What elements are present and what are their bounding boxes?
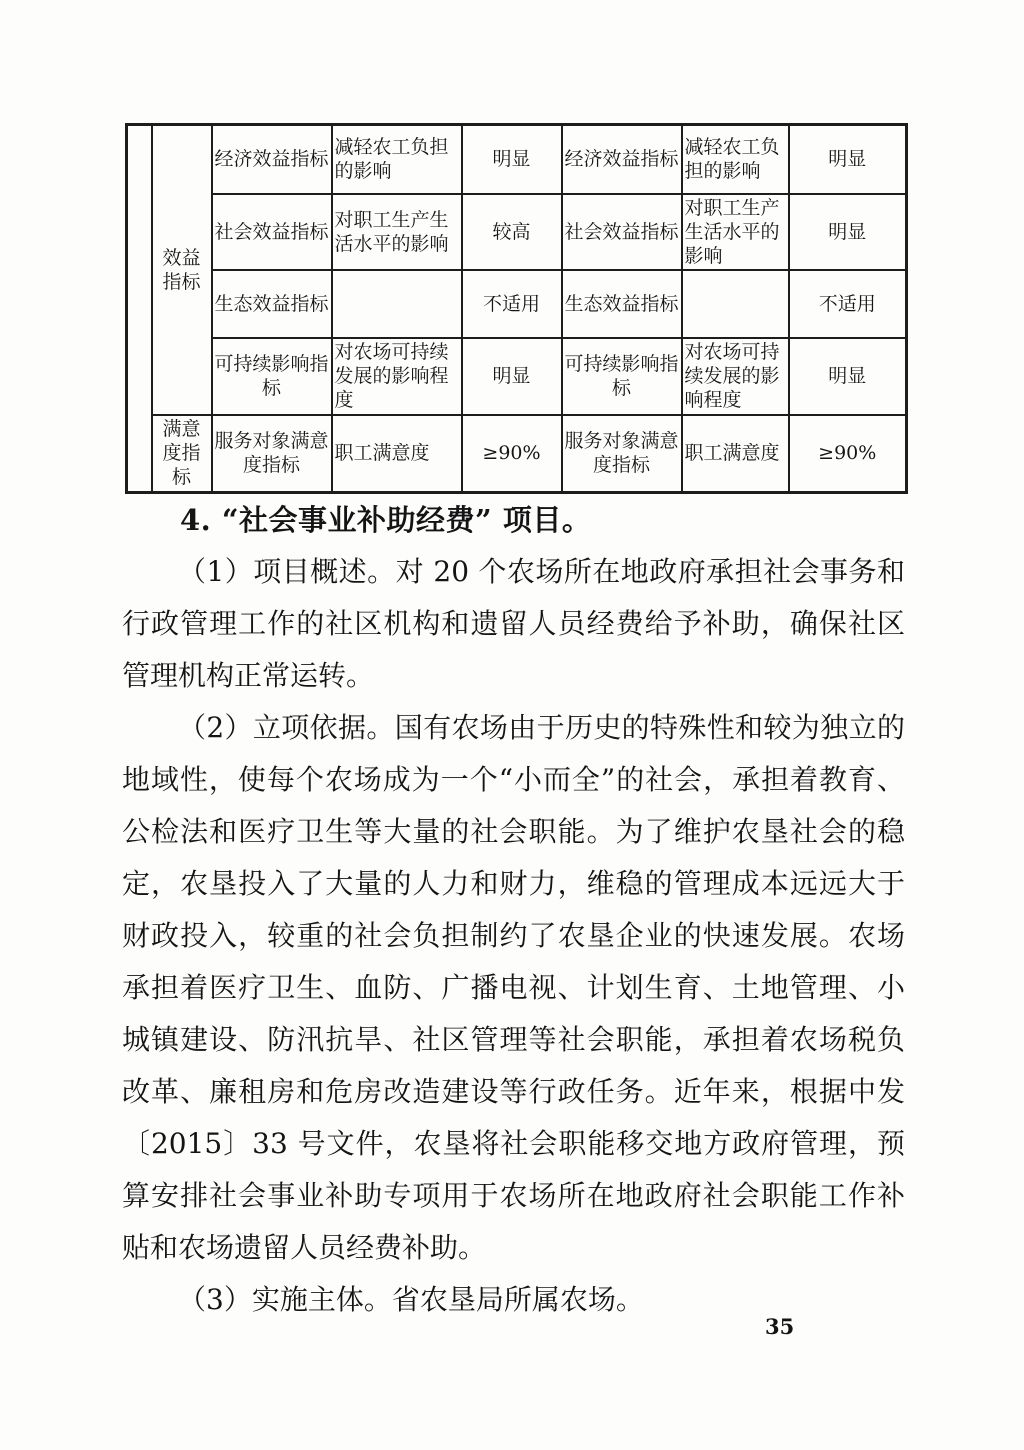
table-row (127, 415, 907, 493)
indicator-name-cell: 经济效益指标 (562, 125, 682, 194)
indicator-desc-cell (682, 270, 789, 338)
group-cell-benefit: 效益指标 (152, 125, 212, 415)
section-heading: 4. “社会事业补助经费” 项目。 (180, 503, 592, 537)
body-paragraph-3: （3）实施主体。省农垦局所属农场。 (178, 1283, 644, 1316)
indicator-desc-cell: 对职工生产生活水平的影响 (332, 194, 462, 270)
indicator-name-cell: 社会效益指标 (212, 194, 332, 270)
indicator-value-cell: 明显 (789, 194, 907, 270)
performance-indicator-table (125, 123, 905, 494)
spacer-cell (127, 125, 152, 493)
indicator-desc-cell: 减轻农工负担的影响 (332, 125, 462, 194)
indicator-desc-cell: 减轻农工负担的影响 (682, 125, 789, 194)
indicator-desc-cell: 对农场可持续发展的影响程度 (682, 338, 789, 415)
indicator-desc-cell: 对职工生产生活水平的影响 (682, 194, 789, 270)
indicator-value-cell: 不适用 (462, 270, 562, 338)
indicator-name-cell: 可持续影响指标 (562, 338, 682, 415)
body-text-block (122, 494, 905, 1326)
table-row (127, 194, 907, 270)
page-number: 35 (765, 1314, 795, 1339)
indicator-name-cell: 社会效益指标 (562, 194, 682, 270)
indicator-value-cell: ≥90% (462, 415, 562, 493)
indicator-name-cell: 可持续影响指标 (212, 338, 332, 415)
indicator-value-cell: 不适用 (789, 270, 907, 338)
indicator-desc-cell: 对农场可持续发展的影响程度 (332, 338, 462, 415)
indicator-desc-cell (332, 270, 462, 338)
indicator-name-cell: 服务对象满意度指标 (212, 415, 332, 493)
indicator-value-cell: 明显 (462, 338, 562, 415)
table-row (127, 125, 907, 194)
indicator-name-cell: 生态效益指标 (562, 270, 682, 338)
table-row (127, 338, 907, 415)
indicator-value-cell: ≥90% (789, 415, 907, 493)
indicator-name-cell: 生态效益指标 (212, 270, 332, 338)
indicator-value-cell: 明显 (789, 338, 907, 415)
indicator-desc-cell: 职工满意度 (332, 415, 462, 493)
table-row (127, 270, 907, 338)
group-cell-satisfaction: 满意度指标 (152, 415, 212, 493)
indicator-value-cell: 明显 (462, 125, 562, 194)
indicator-value-cell: 较高 (462, 194, 562, 270)
indicator-value-cell: 明显 (789, 125, 907, 194)
indicator-name-cell: 经济效益指标 (212, 125, 332, 194)
indicator-name-cell: 服务对象满意度指标 (562, 415, 682, 493)
body-paragraph-1: （1）项目概述。对 20 个农场所在地政府承担社会事务和行政管理工作的社区机构和遗留人员经费给予补助，确保社区管理机构正常运转。 (122, 555, 905, 692)
indicator-desc-cell: 职工满意度 (682, 415, 789, 493)
body-paragraph-2: （2）立项依据。国有农场由于历史的特殊性和较为独立的地域性，使每个农场成为一个“小而全”的社会，承担着教育、公检法和医疗卫生等大量的社会职能。为了维护农垦社会的稳定，农垦投入了大量的人力和财力，维稳的管理成本远远大于财政投入，较重的社会负担制约了农垦企业的快速发展。农场承担着医疗卫生、血防、广播电视、计划生育、土地管理、小城镇建设、防汛抗旱、社区管理等社会职能，承担着农场税负改革、廉租房和危房改造建设等行政任务。近年来，根据中发〔2015〕33 号文件，农垦将社会职能移交地方政府管理，预算安排社会事业补助专项用于农场所在地政府社会职能工作补贴和农场遗留人员经费补助。 (122, 711, 905, 1264)
